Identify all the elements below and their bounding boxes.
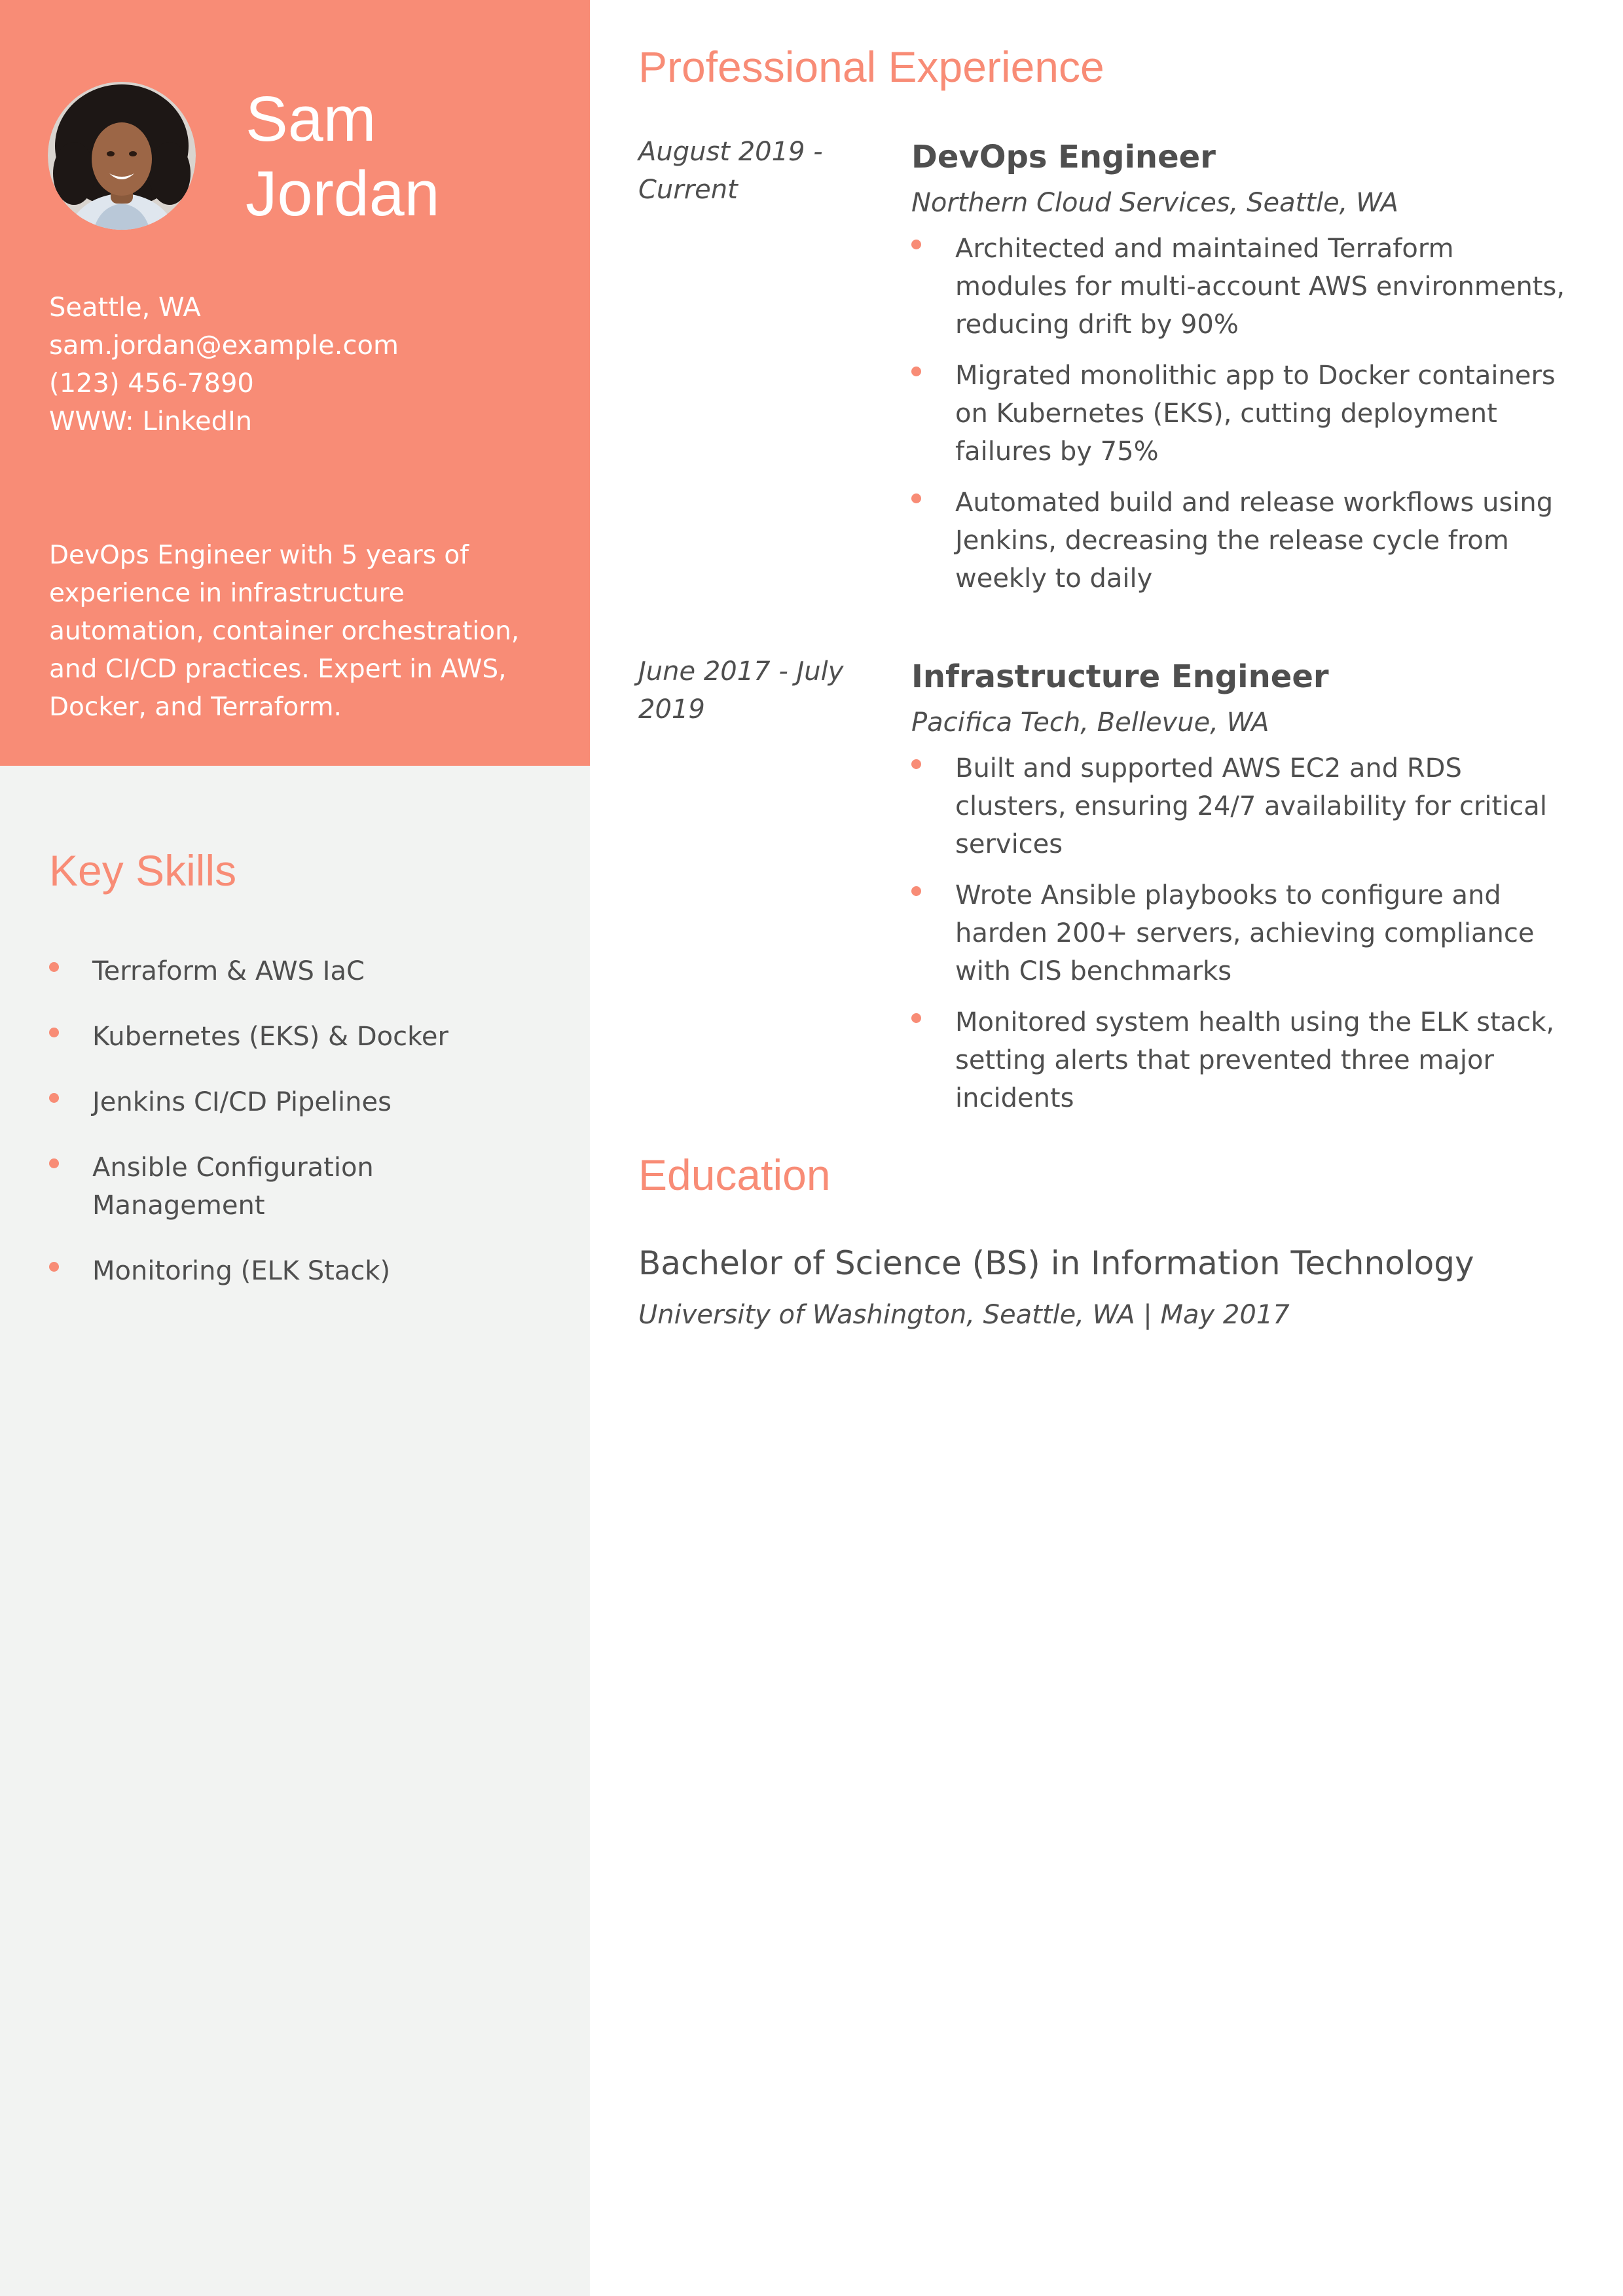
header-panel [0,0,590,766]
job-date: June 2017 - July 2019 [638,656,844,725]
job-bullet [911,749,1566,863]
job-date: August 2019 - Current [638,137,823,205]
bullet-icon [911,886,921,896]
school-info: University of Washington, Seattle, WA | May 2017 [638,1300,1290,1330]
bullet-icon [49,1158,59,1168]
first-name: Sam [246,83,376,154]
job-bullets [911,749,1566,1117]
job-bullet [911,357,1566,471]
skill-item [49,952,534,990]
bullet-text: Architected and maintained Terraform modules for multi-account AWS environments, reducing drift by 90% [955,234,1565,340]
email-link[interactable]: sam.jordan@example.com [49,331,399,361]
bullet-icon [911,240,921,249]
bullet-text: Wrote Ansible playbooks to configure and harden 200+ servers, achieving compliance with CIS benchmarks [955,880,1535,986]
sidebar [0,0,590,2296]
bullet-icon [911,759,921,769]
job-entry [911,134,1566,611]
bullet-icon [49,962,59,972]
skill-label: Kubernetes (EKS) & Docker [92,1022,448,1052]
bullet-icon [49,1093,59,1103]
job-company: Pacifica Tech, Bellevue, WA [911,708,1269,738]
bullet-icon [911,493,921,503]
candidate-name [246,82,573,231]
job-bullet [911,484,1566,598]
location: Seattle, WA [49,293,201,323]
bullet-icon [911,367,921,376]
job-bullet [911,1003,1566,1117]
education-heading: Education [638,1151,831,1199]
job-title: Infrastructure Engineer [911,658,1329,695]
skill-label: Monitoring (ELK Stack) [92,1256,391,1286]
last-name: Jordan [246,158,440,229]
job-company: Northern Cloud Services, Seattle, WA [911,188,1399,218]
website-link[interactable]: WWW: LinkedIn [49,406,253,437]
profile-summary: DevOps Engineer with 5 years of experience in infrastructure automation, container orchestration, and CI/CD practices. Expert in AWS, Docker, and Terraform. [49,541,520,722]
job-bullets [911,230,1566,598]
bullet-text: Monitored system health using the ELK stack, setting alerts that prevented three major incidents [955,1007,1555,1113]
skill-item [49,1018,534,1056]
skills-list [49,952,534,1318]
bullet-text: Automated build and release workflows using Jenkins, decreasing the release cycle from weekly to daily [955,488,1554,594]
skill-label: Terraform & AWS IaC [92,956,365,986]
skill-label: Ansible Configuration Management [92,1153,374,1221]
skill-item [49,1252,534,1290]
bullet-text: Built and supported AWS EC2 and RDS clusters, ensuring 24/7 availability for critical services [955,753,1547,859]
degree: Bachelor of Science (BS) in Information Technology [638,1244,1474,1282]
job-bullet [911,876,1566,990]
job-entry [911,654,1566,1130]
bullet-icon [49,1262,59,1272]
bullet-text: Migrated monolithic app to Docker containers on Kubernetes (EKS), cutting deployment failures by 75% [955,361,1556,467]
skills-heading: Key Skills [49,846,237,895]
bullet-icon [911,1013,921,1023]
job-bullet [911,230,1566,344]
avatar [48,82,196,230]
skill-label: Jenkins CI/CD Pipelines [92,1087,392,1117]
contact-info [49,289,560,440]
skill-item [49,1149,534,1225]
phone: (123) 456-7890 [49,368,254,399]
job-title: DevOps Engineer [911,139,1216,175]
skill-item [49,1083,534,1121]
bullet-icon [49,1028,59,1037]
experience-heading: Professional Experience [638,43,1104,91]
profile-photo [48,82,196,230]
